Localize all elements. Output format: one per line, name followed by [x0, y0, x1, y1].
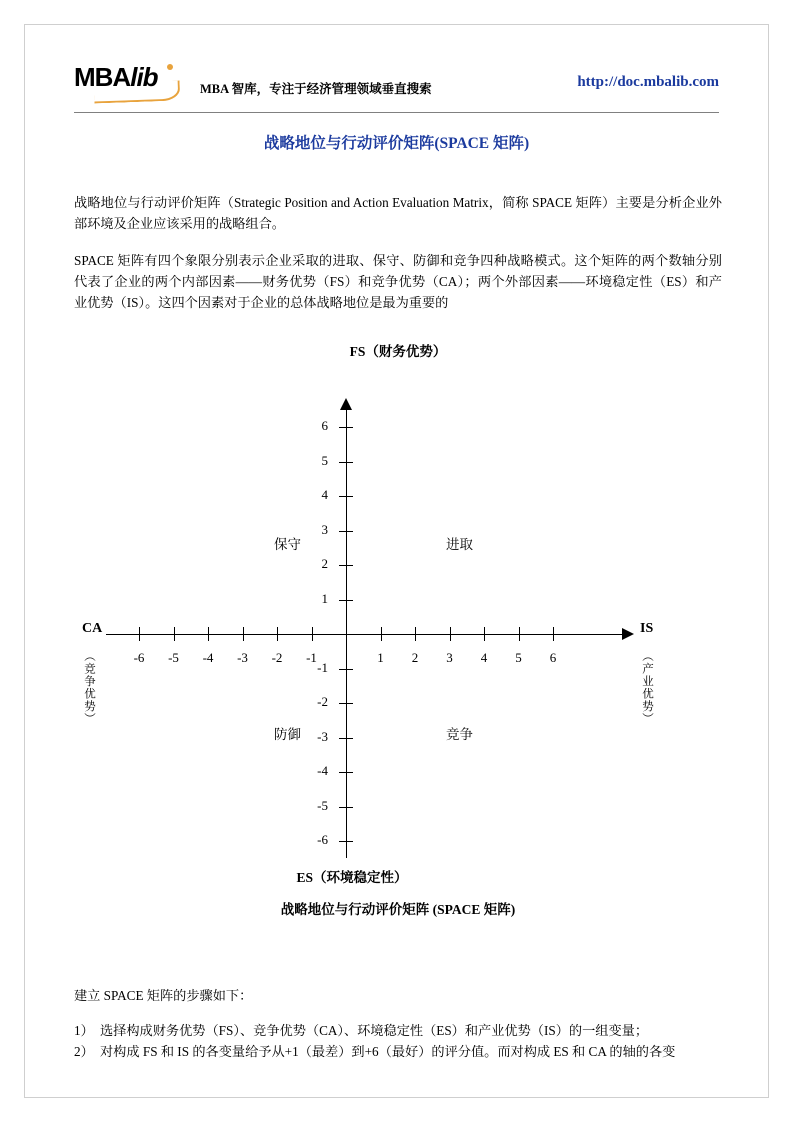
steps-section	[74, 985, 722, 1062]
y-tick-label: 4	[321, 487, 328, 502]
chart-plot-area	[74, 368, 722, 885]
logo-swoosh-icon	[94, 81, 181, 104]
y-tick-mark	[339, 531, 353, 532]
x-tick-label: 6	[549, 650, 557, 665]
page-header	[74, 62, 719, 112]
x-tick-label: 5	[515, 650, 522, 665]
mbalib-logo-icon[interactable]	[74, 62, 194, 96]
y-tick-mark	[339, 496, 353, 497]
y-tick-label: 3	[321, 521, 328, 537]
x-tick-label: -5	[168, 650, 179, 665]
horizontal-axis	[106, 634, 626, 635]
y-tick-label: -2	[317, 694, 328, 709]
quadrant-label-defensive: 防御	[274, 727, 301, 742]
x-tick-mark	[519, 627, 520, 641]
y-tick-label: 6	[321, 418, 328, 433]
y-tick-label: -3	[317, 728, 328, 744]
vertical-axis	[346, 408, 347, 858]
y-tick-mark	[339, 462, 353, 463]
axis-label-ca: CA	[82, 621, 103, 636]
x-tick-mark	[139, 627, 140, 641]
y-tick-mark	[339, 427, 353, 428]
x-tick-label: 1	[377, 650, 384, 665]
y-tick-mark	[339, 807, 353, 808]
x-tick-label: -6	[133, 650, 145, 665]
x-tick-mark	[174, 627, 175, 641]
x-tick-mark	[243, 627, 244, 641]
quadrant-label-aggressive: 进取	[446, 537, 473, 552]
axis-arrow-up-icon	[340, 398, 352, 410]
x-tick-mark	[415, 627, 416, 641]
quadrant-label-competitive: 竞争	[446, 727, 473, 742]
paragraph-1: 战略地位与行动评价矩阵（Strategic Position and Action Evaluation Matrix，简称 SPACE 矩阵）主要是分析企业外部环境及企业应该采用的战略组合。	[74, 195, 722, 231]
y-tick-label: -1	[317, 659, 328, 675]
space-matrix-figure	[74, 340, 722, 930]
logo-text-lib: lib	[130, 62, 158, 92]
figure-caption: 战略地位与行动评价矩阵 (SPACE 矩阵)	[280, 902, 516, 917]
y-tick-mark	[339, 565, 353, 566]
x-tick-label: -2	[271, 650, 283, 665]
axis-sublabel-is: （产业优势）	[641, 650, 653, 725]
x-tick-label: 3	[446, 650, 453, 665]
x-tick-label: -3	[237, 650, 248, 665]
step-number: 2）	[74, 1044, 94, 1059]
y-tick-mark	[339, 738, 353, 739]
axis-sublabel-ca: （竞争优势）	[83, 650, 95, 725]
x-tick-label: 4	[480, 650, 488, 665]
y-tick-label: 1	[321, 590, 328, 606]
x-tick-mark	[277, 627, 278, 641]
chart-axis-top-label: FS（财务优势）	[349, 344, 447, 359]
step-item	[74, 1041, 722, 1062]
y-tick-label: -6	[317, 832, 328, 847]
logo-text-mba: MBA	[74, 62, 131, 92]
header-tagline: MBA 智库，专注于经济管理领域垂直搜索	[200, 82, 432, 96]
y-tick-label: -5	[317, 797, 328, 813]
step-text: 选择构成财务优势（FS）、竞争优势（CA）、环境稳定性（ES）和产业优势（IS）的一组变量；	[100, 1023, 649, 1038]
x-tick-label: 2	[411, 650, 419, 665]
axis-arrow-right-icon	[622, 628, 634, 640]
y-tick-mark	[339, 841, 353, 842]
x-tick-mark	[484, 627, 485, 641]
x-tick-mark	[208, 627, 209, 641]
x-tick-mark	[312, 627, 313, 641]
header-url-link[interactable]: http://doc.mbalib.com	[577, 74, 719, 90]
logo-dot-icon	[167, 64, 173, 70]
y-tick-mark	[339, 600, 353, 601]
x-tick-label: -4	[202, 650, 214, 665]
y-tick-mark	[339, 703, 353, 704]
y-tick-label: -4	[317, 763, 328, 778]
step-number: 1）	[74, 1023, 94, 1038]
paragraph-2: SPACE 矩阵有四个象限分别表示企业采取的进取、保守、防御和竞争四种战略模式。这个矩阵的两个数轴分别代表了企业的两个内部因素——财务优势（FS）和竞争优势（CA）；两个外部因素——环境稳定性（ES）和产业优势（IS）。这四个因素对于企业的总体战略地位是最为重要的	[74, 253, 722, 310]
page-title: 战略地位与行动评价矩阵(SPACE 矩阵)	[263, 135, 530, 152]
quadrant-label-conservative: 保守	[274, 537, 301, 552]
axis-label-is: IS	[640, 621, 654, 636]
x-tick-mark	[553, 627, 554, 641]
y-tick-label: 5	[321, 452, 328, 468]
x-tick-label: -1	[306, 650, 317, 665]
step-item	[74, 1020, 722, 1041]
x-tick-mark	[381, 627, 382, 641]
y-tick-label: 2	[321, 556, 328, 571]
y-tick-mark	[339, 669, 353, 670]
y-tick-mark	[339, 772, 353, 773]
axis-label-es: ES（环境稳定性）	[296, 870, 408, 885]
header-divider	[74, 112, 719, 113]
steps-list	[74, 1020, 722, 1062]
step-text: 对构成 FS 和 IS 的各变量给予从+1（最差）到+6（最好）的评分值。而对构成 ES 和 CA 的轴的各变	[100, 1044, 676, 1059]
x-tick-mark	[450, 627, 451, 641]
steps-lead: 建立 SPACE 矩阵的步骤如下：	[74, 988, 253, 1003]
